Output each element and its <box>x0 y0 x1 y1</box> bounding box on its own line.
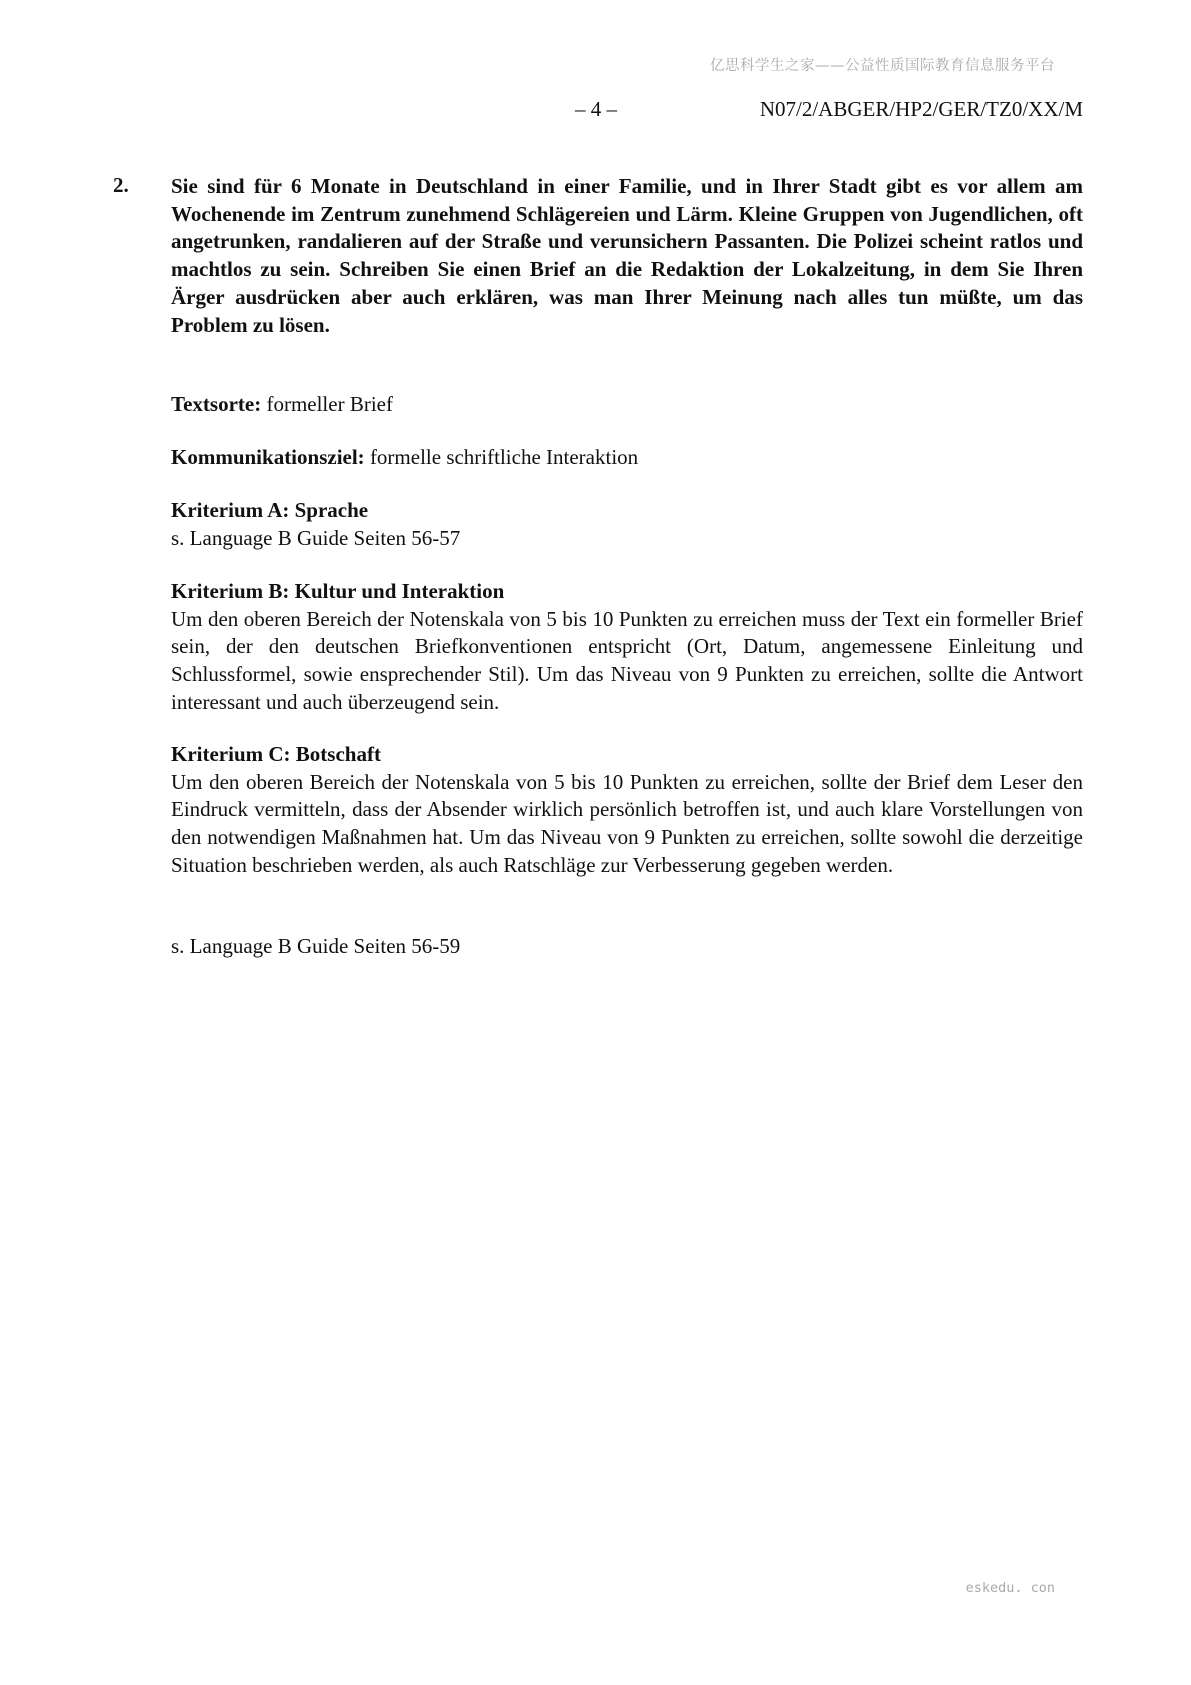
kommunikationsziel-line <box>171 444 1083 472</box>
kriterium-b-text: Um den oberen Bereich der Notenskala von 5 bis 10 Punkten zu erreichen muss der Text ein formeller Brief sein, der den deutschen Briefkonventionen entspricht (Ort, Datum, angemessene Einleitung und Schlussformel, sowie ensprechender Stil). Um das Niveau von 9 Punkten zu erreichen, sollte die Antwort interessant und auch überzeugend sein. <box>171 606 1083 714</box>
textsorte-value: formeller Brief <box>261 392 393 416</box>
kriterium-a-section <box>171 497 1083 552</box>
guide-reference: s. Language B Guide Seiten 56-59 <box>171 934 461 958</box>
kriterium-a-text: s. Language B Guide Seiten 56-57 <box>171 525 461 550</box>
kriterium-b-heading: Kriterium B: Kultur und Interaktion <box>171 579 505 603</box>
textsorte-line <box>171 391 1083 419</box>
kommunikationsziel-value: formelle schriftliche Interaktion <box>364 445 639 469</box>
kriterium-c-heading: Kriterium C: Botschaft <box>171 742 381 766</box>
kriterium-c-text: Um den oberen Bereich der Notenskala von 5 bis 10 Punkten zu erreichen, sollte der Brief dem Leser den Eindruck vermitteln, dass der Absender wirklich persönlich betroffen ist, und auch klare Vorstellungen von den notwendigen Maßnahmen hat. Um das Niveau von 9 Punkten zu erreichen, sollte sowohl die derzeitige Situation beschrieben werden, als auch Ratschläge zur Verbesserung gegeben werden. <box>171 769 1083 877</box>
watermark-top: 亿思科学生之家——公益性质国际教育信息服务平台 <box>710 58 1055 74</box>
document-code: N07/2/ABGER/HP2/GER/TZ0/XX/M <box>759 97 1083 121</box>
kriterium-a-heading: Kriterium A: Sprache <box>171 498 369 522</box>
textsorte-label: Textsorte: <box>171 392 262 416</box>
kommunikationsziel-label: Kommunikationsziel: <box>171 445 365 469</box>
page-number: – 4 – <box>575 97 617 121</box>
kriterium-c-section <box>171 741 1083 880</box>
kriterium-b-section <box>171 578 1083 717</box>
question-text: Sie sind für 6 Monate in Deutschland in einer Familie, und in Ihrer Stadt gibt es vor allem am Wochenende im Zentrum zunehmend Schlägereien und Lärm. Kleine Gruppen von Jugendlichen, oft angetrunken, randalieren auf der Straße und verunsichern Passanten. Die Polizei scheint ratlos und machtlos zu sein. Schreiben Sie einen Brief an die Redaktion der Lokalzeitung, in dem Sie Ihren Ärger ausdrücken aber auch erklären, was man Ihrer Meinung nach alles tun müßte, um das Problem zu lösen. <box>171 174 1083 337</box>
question-number: 2. <box>113 173 129 197</box>
watermark-bottom: eskedu. con <box>965 1580 1055 1596</box>
